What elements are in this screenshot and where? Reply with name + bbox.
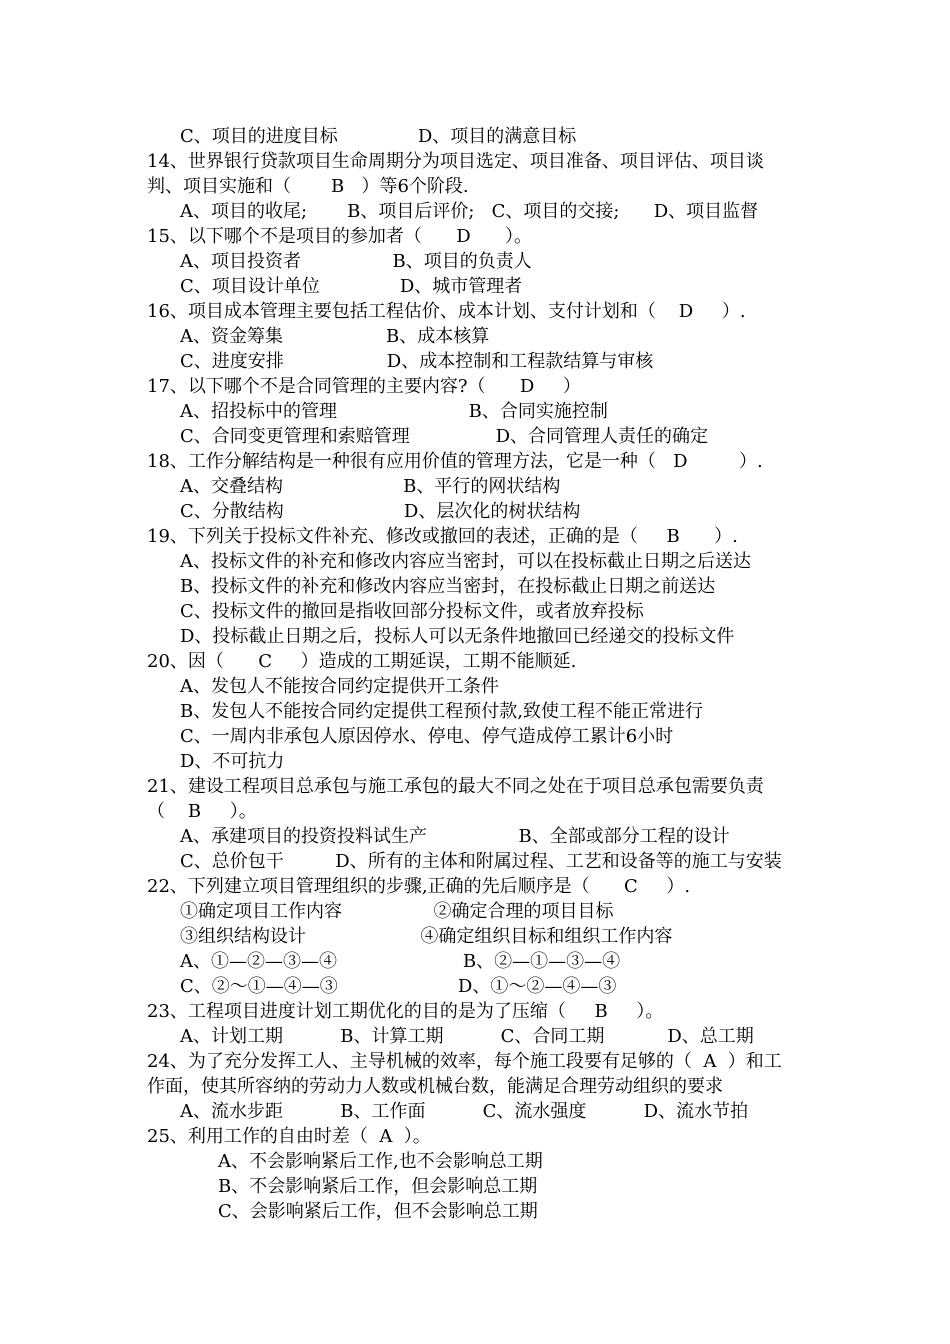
- question-line: 24、为了充分发挥工人、主导机械的效率，每个施工段要有足够的（ A ）和工: [147, 1051, 782, 1072]
- option-line: A、流水步距 B、工作面 C、流水强度 D、流水节拍: [180, 1101, 749, 1122]
- option-line: A、发包人不能按合同约定提供开工条件: [180, 676, 499, 697]
- option-line: B、发包人不能按合同约定提供工程预付款,致使工程不能正常进行: [180, 701, 703, 722]
- question-line: 18、工作分解结构是一种很有应用价值的管理方法，它是一种（ D ）.: [147, 451, 763, 472]
- option-line: C、②～①—④—③ D、①～②—④—③: [180, 976, 617, 997]
- option-line: A、投标文件的补充和修改内容应当密封，可以在投标截止日期之后送达: [180, 551, 751, 572]
- option-line: ③组织结构设计 ④确定组织目标和组织工作内容: [180, 926, 673, 947]
- question-line: 15、以下哪个不是项目的参加者（ D ）。: [147, 226, 532, 247]
- option-line: ①确定项目工作内容 ②确定合理的项目目标: [180, 901, 614, 922]
- option-line: B、不会影响紧后工作，但会影响总工期: [218, 1176, 538, 1197]
- option-line: C、总价包干 D、所有的主体和附属过程、工艺和设备等的施工与安装: [180, 851, 782, 872]
- question-line: 判、项目实施和（ B ）等6个阶段.: [147, 176, 469, 197]
- option-line: C、合同变更管理和索赔管理 D、合同管理人责任的确定: [180, 426, 709, 447]
- option-line: C、项目的进度目标 D、项目的满意目标: [180, 126, 577, 147]
- question-line: 作面，使其所容纳的劳动力人数或机械台数，能满足合理劳动组织的要求: [147, 1076, 723, 1097]
- option-line: A、资金筹集 B、成本核算: [180, 326, 490, 347]
- question-line: 22、下列建立项目管理组织的步骤,正确的先后顺序是（ C ）.: [147, 876, 691, 897]
- option-line: A、①—②—③—④ B、②—①—③—④: [180, 951, 621, 972]
- option-line: C、项目设计单位 D、城市管理者: [180, 276, 523, 297]
- option-line: A、交叠结构 B、平行的网状结构: [180, 476, 561, 497]
- option-line: B、投标文件的补充和修改内容应当密封，在投标截止日期之前送达: [180, 576, 716, 597]
- question-line: 25、利用工作的自由时差（ A ）。: [147, 1126, 431, 1147]
- option-line: D、投标截止日期之后，投标人可以无条件地撤回已经递交的投标文件: [180, 626, 735, 647]
- option-line: A、项目的收尾; B、项目后评价; C、项目的交接; D、项目监督: [180, 201, 759, 222]
- option-line: C、会影响紧后工作，但不会影响总工期: [218, 1201, 538, 1222]
- question-line: （ B ）。: [147, 801, 257, 822]
- question-line: 20、因（ C ）造成的工期延误，工期不能顺延.: [147, 651, 577, 672]
- option-line: A、招投标中的管理 B、合同实施控制: [180, 401, 608, 422]
- option-line: A、计划工期 B、计算工期 C、合同工期 D、总工期: [180, 1026, 754, 1047]
- question-line: 16、项目成本管理主要包括工程估价、成本计划、支付计划和（ D ）.: [147, 301, 746, 322]
- question-line: 17、以下哪个不是合同管理的主要内容?（ D ）: [147, 376, 581, 397]
- option-line: C、投标文件的撤回是指收回部分投标文件，或者放弃投标: [180, 601, 644, 622]
- option-line: D、不可抗力: [180, 751, 285, 772]
- option-line: C、一周内非承包人原因停水、停电、停气造成停工累计6小时: [180, 726, 674, 747]
- option-line: C、分散结构 D、层次化的树状结构: [180, 501, 581, 522]
- question-line: 21、建设工程项目总承包与施工承包的最大不同之处在于项目总承包需要负责: [147, 776, 764, 797]
- option-line: C、进度安排 D、成本控制和工程款结算与审核: [180, 351, 654, 372]
- option-line: A、承建项目的投资投料试生产 B、全部或部分工程的设计: [180, 826, 730, 847]
- question-line: 19、下列关于投标文件补充、修改或撤回的表述，正确的是（ B ）.: [147, 526, 738, 547]
- option-line: A、项目投资者 B、项目的负责人: [180, 251, 532, 272]
- option-line: A、不会影响紧后工作,也不会影响总工期: [218, 1151, 543, 1172]
- question-line: 14、世界银行贷款项目生命周期分为项目选定、项目准备、项目评估、项目谈: [147, 151, 764, 172]
- question-line: 23、工程项目进度计划工期优化的目的是为了压缩（ B ）。: [147, 1001, 664, 1022]
